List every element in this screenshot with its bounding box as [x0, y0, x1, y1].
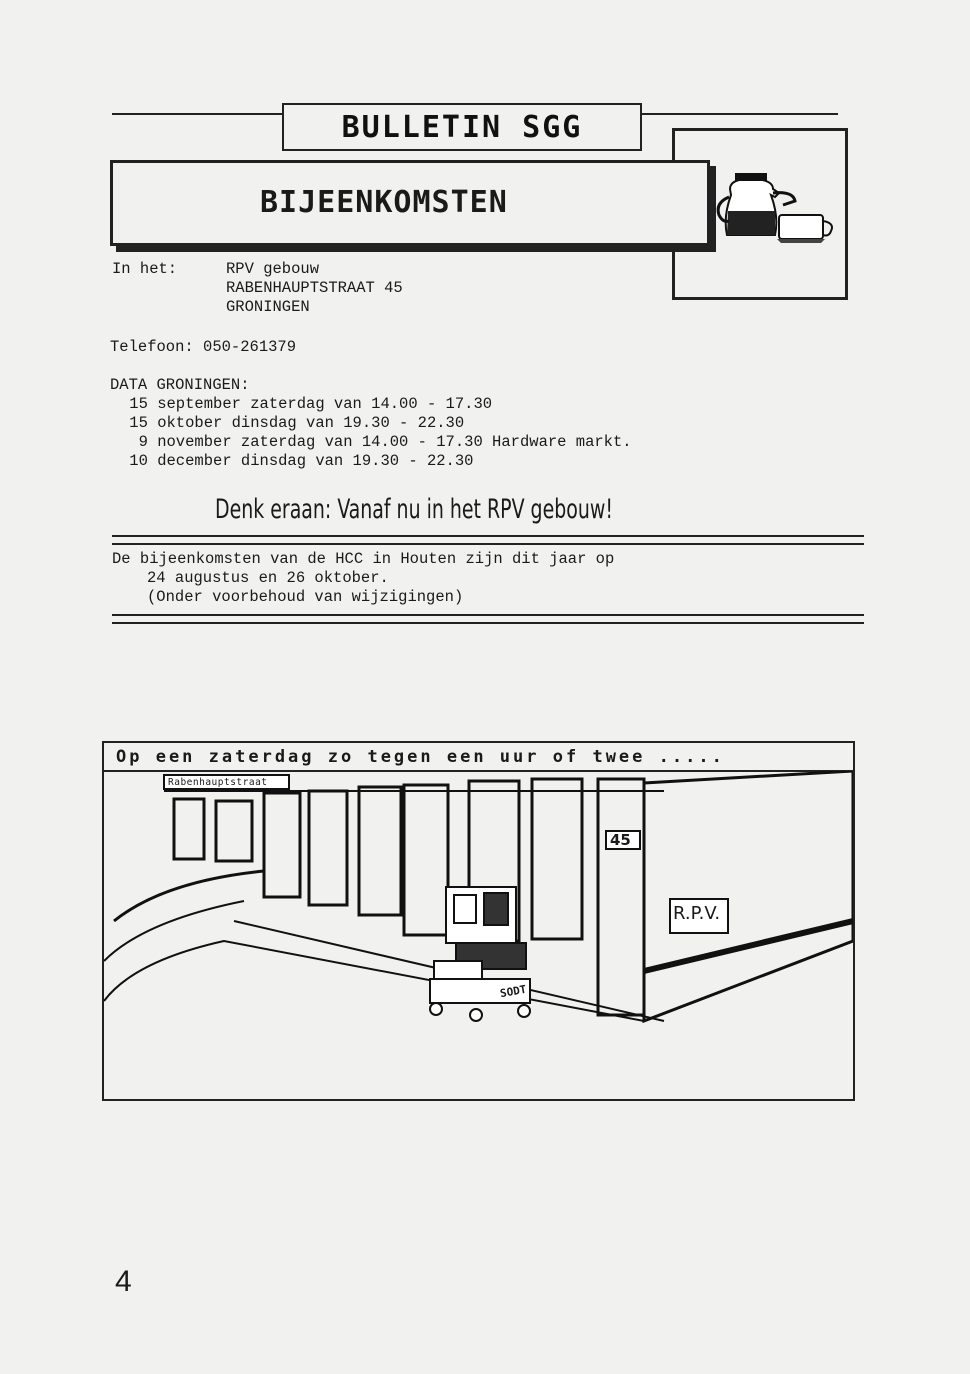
section-header	[110, 160, 710, 246]
street-illustration	[102, 741, 855, 1101]
masthead-title: BULLETIN SGG	[341, 109, 583, 145]
phone-line: Telefoon: 050-261379	[110, 338, 297, 356]
window-sign: R.P.V.	[673, 903, 721, 924]
location-line-1: RPV gebouw	[226, 260, 320, 278]
houten-line-2: 24 augustus en 26 oktober.	[147, 569, 389, 587]
street-sign: Rabenhauptstraat	[168, 777, 268, 788]
reminder-heading: Denk eraan: Vanaf nu in het RPV gebouw!	[215, 494, 613, 525]
location-line-2: RABENHAUPTSTRAAT 45	[226, 279, 403, 297]
date-row: 9 november zaterdag van 14.00 - 17.30 Hardware markt.	[120, 433, 632, 451]
dates-heading: DATA GRONINGEN:	[110, 376, 250, 394]
page-number: 4	[115, 1265, 132, 1298]
location-line-3: GRONINGEN	[226, 298, 310, 316]
houten-line-1: De bijeenkomsten van de HCC in Houten zijn dit jaar op	[112, 550, 615, 568]
door-number: 45	[610, 831, 631, 849]
storefront-drawing	[104, 771, 853, 1101]
location-label: In het:	[112, 260, 178, 278]
illustration-caption: Op een zaterdag zo tegen een uur of twee .....	[116, 747, 725, 767]
date-row: 10 december dinsdag van 19.30 - 22.30	[120, 452, 474, 470]
robot-label: SODT	[499, 982, 528, 1001]
section-title: BIJEENKOMSTEN	[260, 185, 508, 220]
houten-line-3: (Onder voorbehoud van wijzigingen)	[147, 588, 464, 606]
masthead	[282, 103, 642, 151]
date-row: 15 oktober dinsdag van 19.30 - 22.30	[120, 414, 465, 432]
date-row: 15 september zaterdag van 14.00 - 17.30	[120, 395, 493, 413]
double-rule-bottom	[112, 614, 864, 624]
masthead-rule-right	[638, 113, 838, 115]
double-rule-top	[112, 535, 864, 545]
masthead-rule-left	[112, 113, 282, 115]
